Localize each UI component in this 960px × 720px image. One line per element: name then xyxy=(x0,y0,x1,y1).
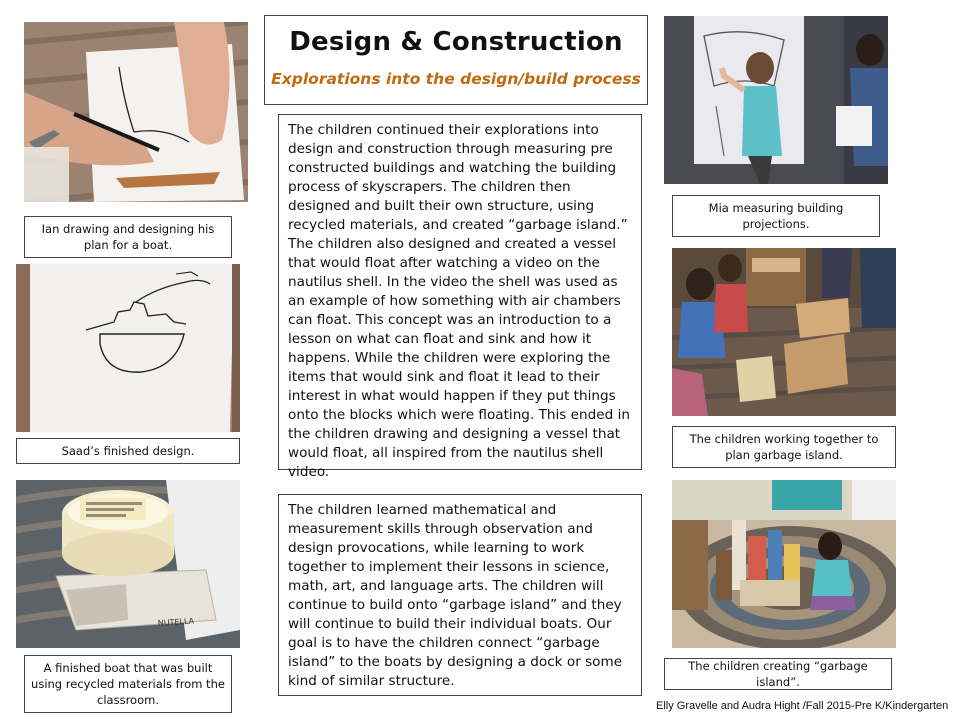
photo-children-planning-art xyxy=(672,248,896,416)
photo-saad-design-art xyxy=(16,264,240,432)
main-description xyxy=(278,114,642,480)
photo-creating-garbage-island xyxy=(672,480,896,648)
learning-summary-text: The children learned mathematical and measurement skills through observation and design provocations, while learning to work together to implement their lessons in science, math, art, and language arts. The children will continue to build onto “garbage island” and they will continue to build their individual boats. Our goal is to have the children connect “garbage island” to the boats by designing a dock or some kind of similar structure. xyxy=(288,502,623,689)
caption-planning xyxy=(672,426,896,468)
photo-children-planning xyxy=(672,248,896,416)
caption-saad xyxy=(16,438,240,464)
photo-mia-measuring-art xyxy=(664,16,888,184)
photo-creating-garbage-island-art xyxy=(672,480,896,648)
main-description-text: The children continued their explorations into design and construction through measuring pre constructed buildings and watching the building process of skyscrapers. The children then designed and built their own structure, using recycled materials, and created “garbage island.” The children also designed and created a vessel that would float after watching a video on the nautilus shell. In the video the shell was used as an example of how something with air chambers can float. This concept was an introduction to a lesson on what can float and sink and how it happens. While the children were exploring the items that would sink and float it lead to their interest in what would happen if they put things onto the blocks which were floating. This ended in the children drawing and designing a vessel that would float, all inspired from the nautilus shell video. xyxy=(288,122,630,480)
caption-ian-text: Ian drawing and designing his plan for a boat. xyxy=(41,222,215,252)
photo-mia-measuring xyxy=(664,16,888,184)
footer-credit: Elly Gravelle and Audra Hight /Fall 2015-Pre K/Kindergarten xyxy=(656,700,949,712)
caption-saad-text: Saad’s finished design. xyxy=(61,444,195,458)
caption-planning-text: The children working together to plan garbage island. xyxy=(689,432,879,462)
title-box xyxy=(264,15,648,105)
page-subtitle: Explorations into the design/build process xyxy=(271,70,641,88)
caption-mia-text: Mia measuring building projections. xyxy=(708,201,844,231)
nutella-label: NUTELLA xyxy=(157,616,195,628)
caption-creating xyxy=(664,658,892,690)
learning-summary xyxy=(278,494,642,696)
photo-ian-drawing-art xyxy=(24,22,248,202)
photo-finished-boat-art xyxy=(16,480,240,648)
caption-boat xyxy=(24,655,232,713)
photo-ian-drawing xyxy=(24,22,248,202)
caption-creating-text: The children creating “garbage island”. xyxy=(688,659,868,689)
photo-finished-boat xyxy=(16,480,240,648)
caption-mia xyxy=(672,195,880,237)
caption-boat-text: A finished boat that was built using recycled materials from the classroom. xyxy=(31,661,225,707)
caption-ian xyxy=(24,216,232,258)
page-title: Design & Construction xyxy=(289,27,623,57)
photo-saad-design xyxy=(16,264,240,432)
